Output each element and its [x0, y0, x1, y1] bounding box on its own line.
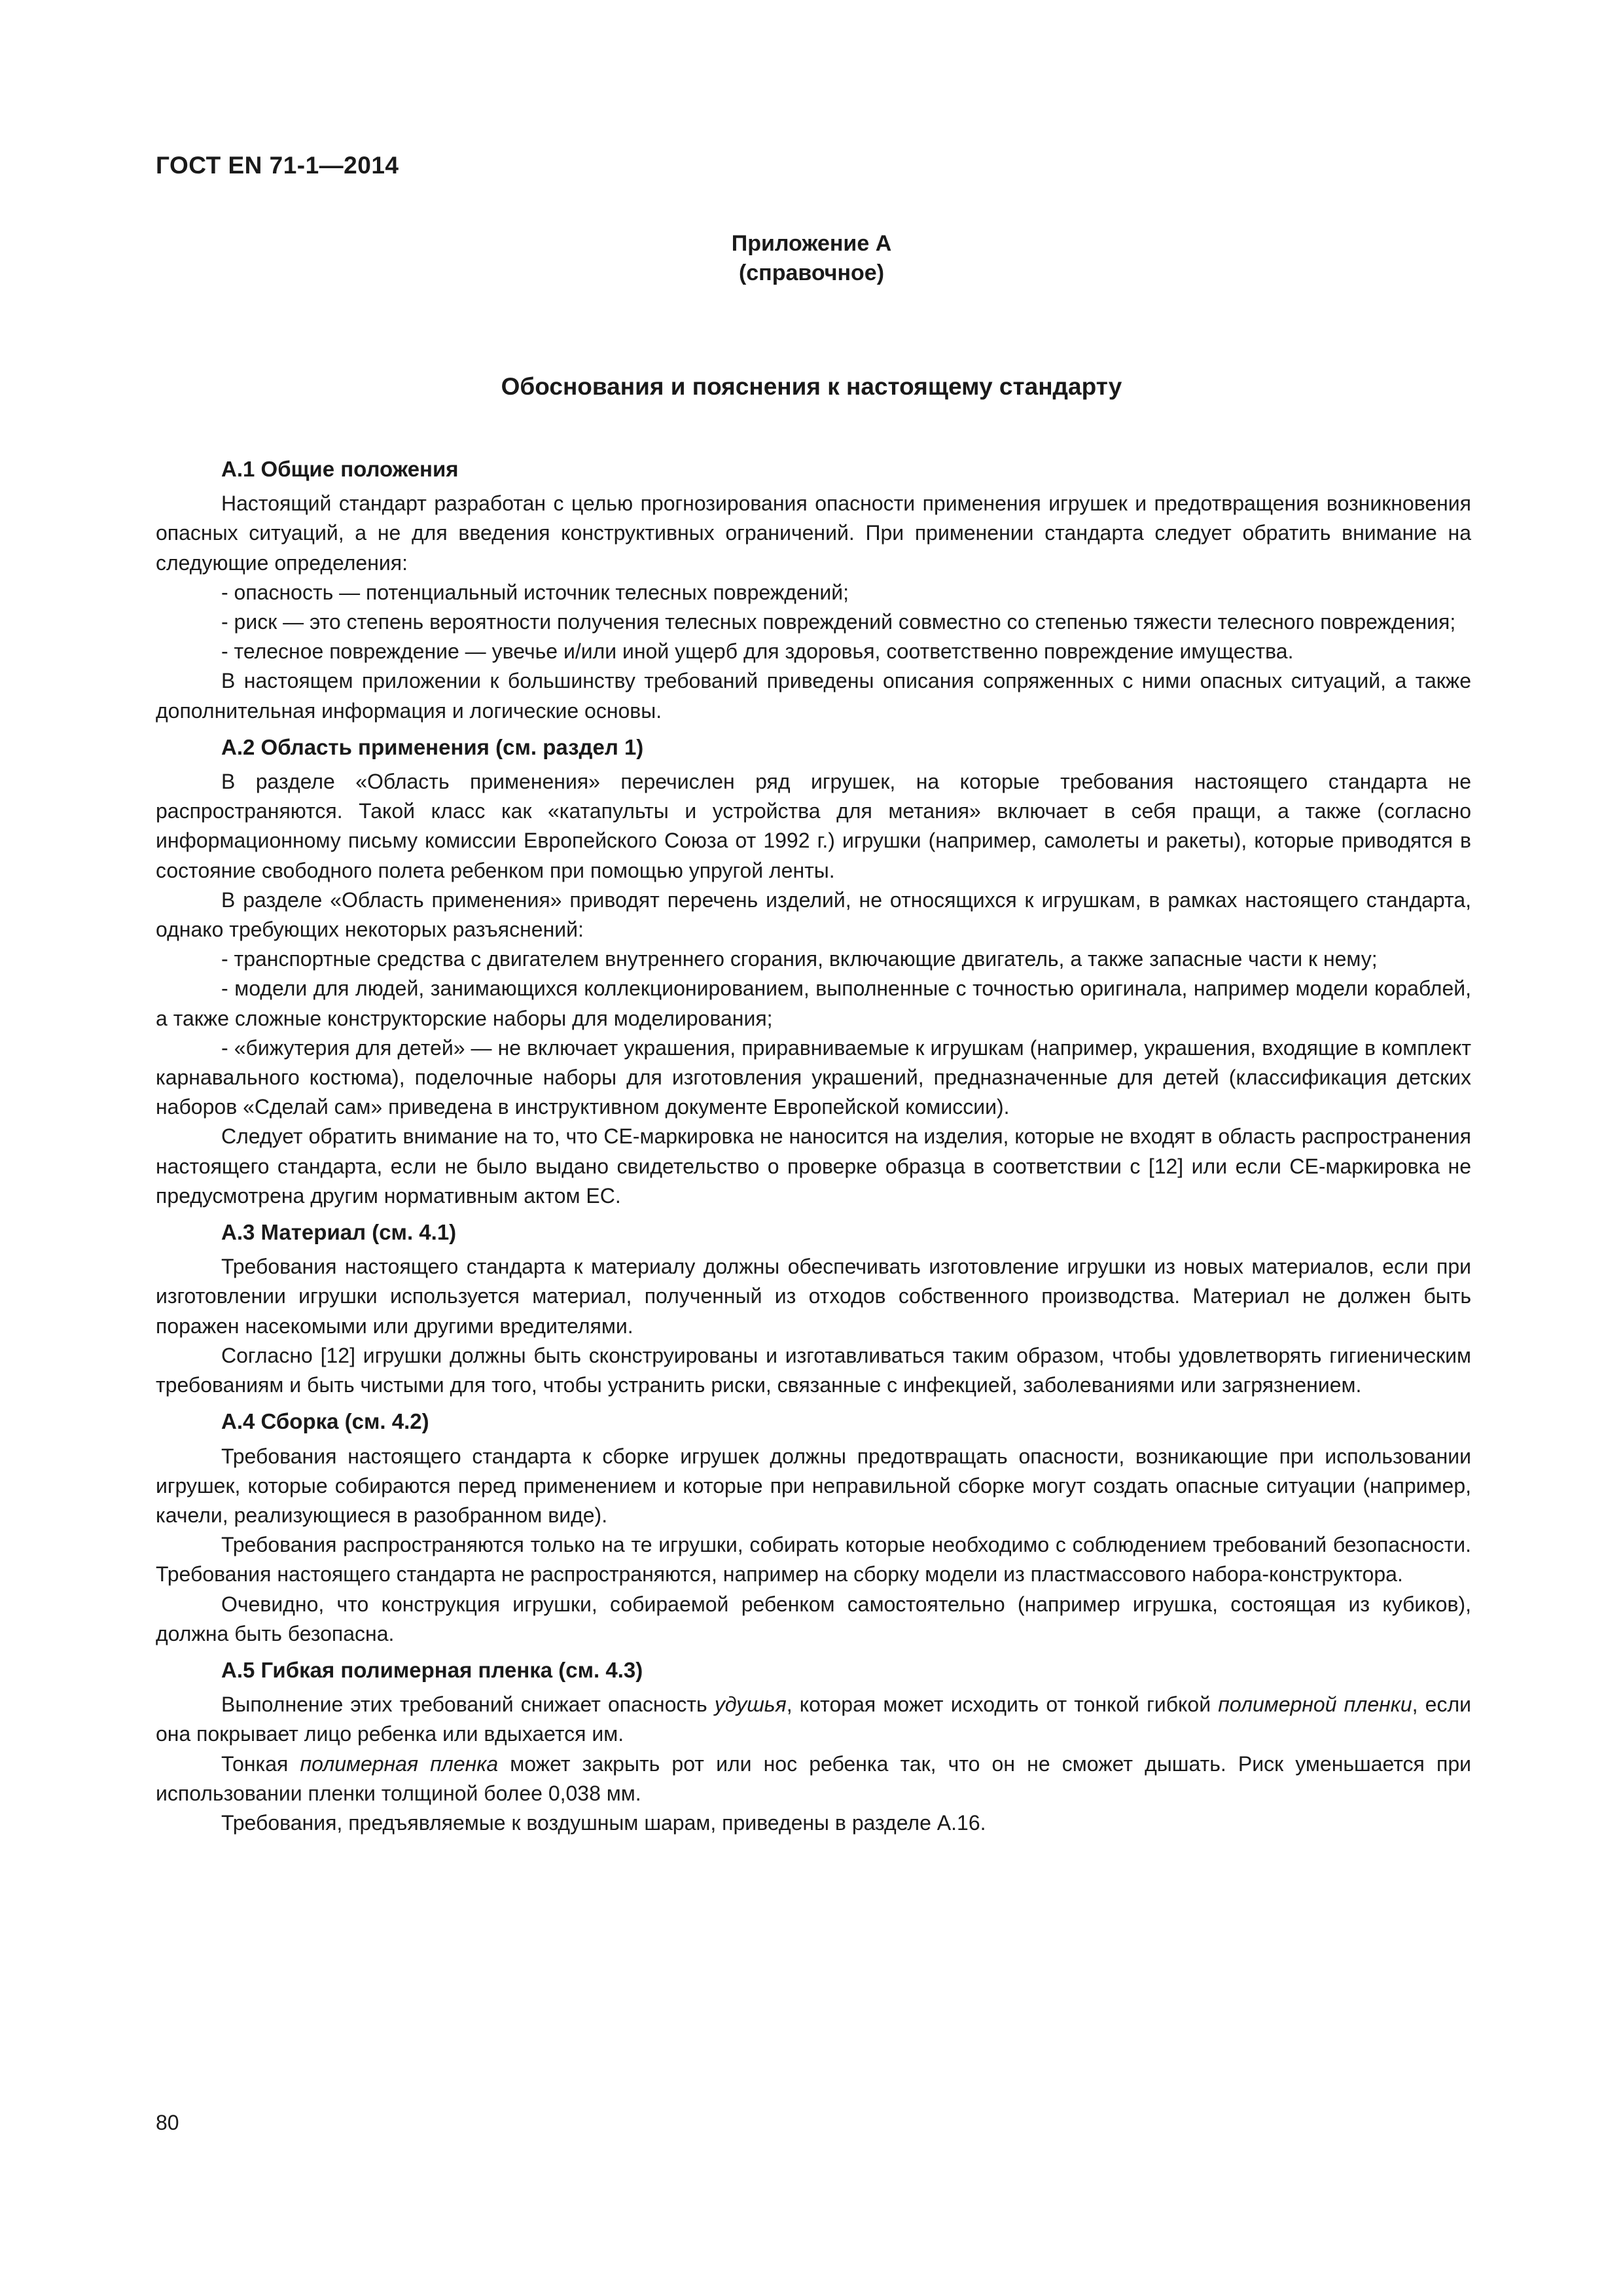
annex-title	[0, 229, 1623, 288]
annex-type: (справочное)	[738, 260, 885, 285]
emphasis-text: полимерная пленка	[300, 1751, 499, 1776]
paragraph: Очевидно, что конструкция игрушки, собираемой ребенком самостоятельно (например игрушка, состоящая из кубиков), должна быть безопасна.	[156, 1592, 1471, 1645]
list-item: - модели для людей, занимающихся коллекционированием, выполненные с точностью оригинала, например модели кораблей, а также сложные конструкторские наборы для моделирования;	[156, 977, 1471, 1030]
list-item: - «бижутерия для детей» — не включает украшения, приравниваемые к игрушкам (например, украшения, входящие в комплект карнавального костюма), поделочные наборы для изготовления украшений, предназначенные для детей (классификация детских наборов «Сделай сам» приведена в инструктивном документе Европейской комиссии).	[156, 1035, 1471, 1119]
page-title: Обоснования и пояснения к настоящему стандарту	[501, 373, 1122, 400]
paragraph	[156, 1690, 1471, 1749]
section-heading-a3: А.3 Материал (см. 4.1)	[221, 1220, 457, 1245]
text-run: , если она покрывает лицо ребенка или вдыхается им.	[156, 1693, 1472, 1746]
emphasis-text: удушья	[714, 1693, 787, 1717]
paragraph	[156, 1749, 1471, 1808]
list-item: - транспортные средства с двигателем внутреннего сгорания, включающие двигатель, а также запасные части к нему;	[221, 947, 1378, 971]
paragraph: Согласно [12] игрушки должны быть сконструированы и изготавливаться таким образом, чтобы удовлетворять гигиеническим требованиям и быть чистыми для того, чтобы устранить риски, связанные с инфекцией, заболеваниями или загрязнением.	[156, 1343, 1471, 1397]
paragraph: В настоящем приложении к большинству требований приведены описания сопряженных с ними опасных ситуаций, а также дополнительная информация и логические основы.	[156, 669, 1471, 723]
section-heading-a1: А.1 Общие положения	[221, 457, 459, 481]
document-body	[156, 448, 1471, 1838]
paragraph: Требования, предъявляемые к воздушным шарам, приведены в разделе А.16.	[221, 1810, 986, 1835]
section-heading-a4: А.4 Сборка (см. 4.2)	[221, 1409, 429, 1434]
paragraph: Настоящий стандарт разработан с целью прогнозирования опасности применения игрушек и предотвращения возникновения опасных ситуаций, а не для введения конструктивных ограничений. При применении стандарта следует обратить внимание на следующие определения:	[156, 492, 1471, 575]
text-run: , которая может исходить от тонкой гибкой	[786, 1693, 1219, 1717]
text-run: может закрыть рот или нос ребенка так, что он не сможет дышать. Риск уменьшается при использовании пленки толщиной более 0,038 мм.	[156, 1751, 1472, 1805]
page-number: 80	[156, 2111, 179, 2134]
paragraph: Требования настоящего стандарта к сборке игрушек должны предотвращать опасности, возникающие при использовании игрушек, которые собираются перед применением и которые при неправильной сборке могут создать опасные ситуации (например, качели, реализующиеся в разобранном виде).	[156, 1444, 1471, 1527]
section-heading-a2: А.2 Область применения (см. раздел 1)	[221, 734, 644, 759]
paragraph: Следует обратить внимание на то, что СЕ-маркировка не наносится на изделия, которые не входят в область распространения настоящего стандарта, если не было выдано свидетельство о проверке образца в соответствии с [12] или если СЕ-маркировка не предусмотрена другим нормативным актом ЕС.	[156, 1124, 1471, 1208]
emphasis-text: полимерной пленки	[1218, 1693, 1412, 1717]
section-heading-a5: А.5 Гибкая полимерная пленка (см. 4.3)	[221, 1657, 643, 1682]
paragraph: В разделе «Область применения» приводят перечень изделий, не относящихся к игрушкам, в рамках настоящего стандарта, однако требующих некоторых разъяснений:	[156, 888, 1471, 942]
paragraph: Требования настоящего стандарта к материалу должны обеспечивать изготовление игрушки из новых материалов, если при изготовлении игрушки используется материал, полученный из отходов собственного производства. Материал не должен быть поражен насекомыми или другими вредителями.	[156, 1255, 1471, 1338]
text-run: Выполнение этих требований снижает опасность	[221, 1693, 715, 1717]
list-item: - риск — это степень вероятности получения телесных повреждений совместно со степенью тяжести телесного повреждения;	[221, 610, 1456, 634]
paragraph: В разделе «Область применения» перечислен ряд игрушек, на которые требования настоящего стандарта не распространяются. Такой класс как «катапульты и устройства для метания» включает в себя пращи, а также (согласно информационному письму комиссии Европейского Союза от 1992 г.) игрушки (например, самолеты и ракеты), которые приводятся в состояние свободного полета ребенком при помощью упругой ленты.	[156, 770, 1471, 882]
paragraph: Требования распространяются только на те игрушки, собирать которые необходимо с соблюдением требований безопасности. Требования настоящего стандарта не распространяются, например на сборку модели из пластмассового набора-конструктора.	[156, 1533, 1471, 1587]
text-run: Тонкая	[221, 1751, 300, 1776]
list-item: - телесное повреждение — увечье и/или иной ущерб для здоровья, соответственно повреждение имущества.	[221, 639, 1294, 664]
annex-label: Приложение А	[731, 231, 892, 256]
list-item: - опасность — потенциальный источник телесных повреждений;	[221, 580, 849, 604]
document-code: ГОСТ EN 71-1—2014	[156, 152, 399, 179]
